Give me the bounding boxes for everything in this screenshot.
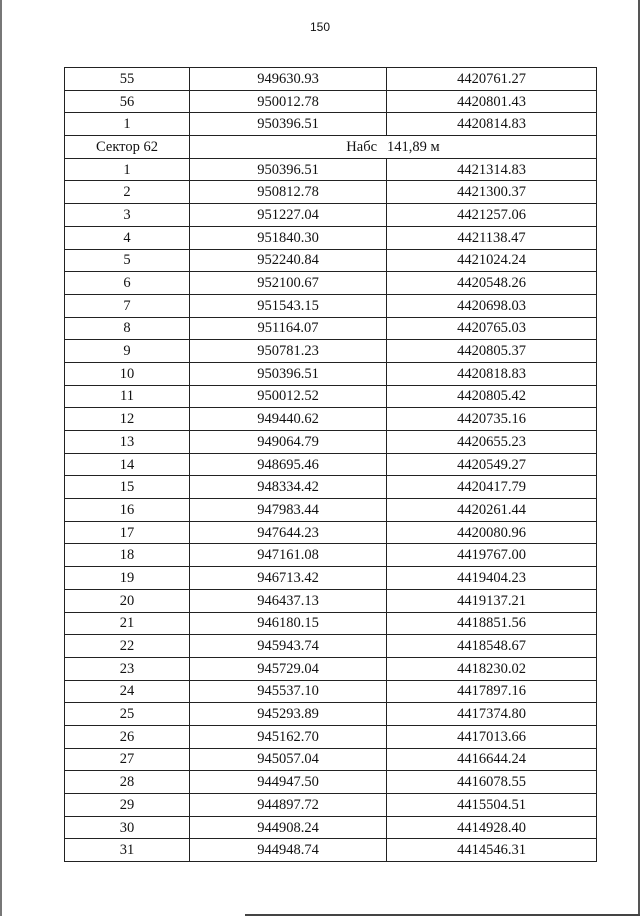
sector-title: Сектор 62	[65, 136, 190, 159]
coord-x: 950012.78	[190, 90, 387, 113]
table-row	[65, 816, 597, 839]
coord-x: 944948.74	[190, 839, 387, 862]
coord-y: 4419404.23	[387, 567, 597, 590]
coord-x: 945943.74	[190, 635, 387, 658]
table-row	[65, 703, 597, 726]
table-row	[65, 476, 597, 499]
point-number: 31	[65, 839, 190, 862]
table-row	[65, 294, 597, 317]
coord-x: 952100.67	[190, 272, 387, 295]
table-row	[65, 362, 597, 385]
point-number: 10	[65, 362, 190, 385]
table-row	[65, 431, 597, 454]
table-row	[65, 589, 597, 612]
coord-y: 4421024.24	[387, 249, 597, 272]
point-number: 2	[65, 181, 190, 204]
coord-x: 949064.79	[190, 431, 387, 454]
point-number: 5	[65, 249, 190, 272]
coord-y: 4420818.83	[387, 362, 597, 385]
point-number: 21	[65, 612, 190, 635]
point-number: 14	[65, 453, 190, 476]
coord-y: 4419137.21	[387, 589, 597, 612]
point-number: 1	[65, 158, 190, 181]
point-number: 9	[65, 340, 190, 363]
coord-y: 4421257.06	[387, 204, 597, 227]
coord-x: 945537.10	[190, 680, 387, 703]
table-row	[65, 725, 597, 748]
coord-x: 945162.70	[190, 725, 387, 748]
table-row	[65, 635, 597, 658]
point-number: 16	[65, 499, 190, 522]
table-row	[65, 839, 597, 862]
table-row	[65, 181, 597, 204]
coord-x: 947644.23	[190, 521, 387, 544]
coord-x: 948334.42	[190, 476, 387, 499]
table-row	[65, 226, 597, 249]
point-number: 28	[65, 771, 190, 794]
table-row	[65, 340, 597, 363]
table-row	[65, 521, 597, 544]
coord-x: 944908.24	[190, 816, 387, 839]
coord-y: 4414928.40	[387, 816, 597, 839]
table-row	[65, 499, 597, 522]
point-number: 29	[65, 794, 190, 817]
coord-y: 4418851.56	[387, 612, 597, 635]
coord-y: 4420698.03	[387, 294, 597, 317]
point-number: 55	[65, 68, 190, 91]
coord-y: 4420805.42	[387, 385, 597, 408]
coord-y: 4420548.26	[387, 272, 597, 295]
coord-y: 4420655.23	[387, 431, 597, 454]
coord-x: 949440.62	[190, 408, 387, 431]
scan-edge-left	[0, 0, 2, 916]
table-row	[65, 544, 597, 567]
table-row	[65, 90, 597, 113]
point-number: 4	[65, 226, 190, 249]
page-number: 150	[309, 20, 331, 34]
coord-x: 950812.78	[190, 181, 387, 204]
point-number: 7	[65, 294, 190, 317]
coord-x: 946713.42	[190, 567, 387, 590]
coord-y: 4417897.16	[387, 680, 597, 703]
coord-y: 4421138.47	[387, 226, 597, 249]
coord-y: 4420761.27	[387, 68, 597, 91]
point-number: 27	[65, 748, 190, 771]
coord-x: 947161.08	[190, 544, 387, 567]
point-number: 12	[65, 408, 190, 431]
coord-x: 950396.51	[190, 158, 387, 181]
coord-x: 951840.30	[190, 226, 387, 249]
coord-y: 4420765.03	[387, 317, 597, 340]
coord-y: 4420735.16	[387, 408, 597, 431]
table-row	[65, 317, 597, 340]
coord-y: 4421314.83	[387, 158, 597, 181]
sector-altitude	[190, 136, 597, 159]
coord-x: 950396.51	[190, 362, 387, 385]
table-row	[65, 408, 597, 431]
coord-x: 947983.44	[190, 499, 387, 522]
coord-x: 949630.93	[190, 68, 387, 91]
point-number: 18	[65, 544, 190, 567]
coord-x: 946437.13	[190, 589, 387, 612]
table-row	[65, 204, 597, 227]
coord-y: 4420080.96	[387, 521, 597, 544]
point-number: 1	[65, 113, 190, 136]
coord-y: 4416078.55	[387, 771, 597, 794]
table-row	[65, 680, 597, 703]
coord-y: 4417013.66	[387, 725, 597, 748]
coordinates-table	[64, 67, 597, 862]
table-row	[65, 385, 597, 408]
sector-header-row	[65, 136, 597, 159]
coord-x: 944947.50	[190, 771, 387, 794]
point-number: 22	[65, 635, 190, 658]
coord-y: 4421300.37	[387, 181, 597, 204]
table-row	[65, 158, 597, 181]
table-row	[65, 272, 597, 295]
coord-x: 945729.04	[190, 657, 387, 680]
coord-y: 4416644.24	[387, 748, 597, 771]
point-number: 3	[65, 204, 190, 227]
coord-y: 4420805.37	[387, 340, 597, 363]
table-row	[65, 453, 597, 476]
point-number: 11	[65, 385, 190, 408]
table-row	[65, 249, 597, 272]
coord-x: 951164.07	[190, 317, 387, 340]
coord-y: 4419767.00	[387, 544, 597, 567]
point-number: 17	[65, 521, 190, 544]
coord-x: 944897.72	[190, 794, 387, 817]
sector-altitude-label: Набс	[346, 138, 378, 155]
coord-y: 4420801.43	[387, 90, 597, 113]
coord-x: 950781.23	[190, 340, 387, 363]
table-row	[65, 567, 597, 590]
table-row	[65, 794, 597, 817]
coord-y: 4414546.31	[387, 839, 597, 862]
point-number: 26	[65, 725, 190, 748]
coord-x: 950396.51	[190, 113, 387, 136]
table-row	[65, 657, 597, 680]
point-number: 23	[65, 657, 190, 680]
coord-y: 4415504.51	[387, 794, 597, 817]
sector-altitude-value: 141,89 м	[387, 138, 440, 155]
coord-x: 945057.04	[190, 748, 387, 771]
coord-x: 945293.89	[190, 703, 387, 726]
coordinates-table-body	[65, 68, 597, 862]
coord-y: 4418548.67	[387, 635, 597, 658]
coord-y: 4420549.27	[387, 453, 597, 476]
table-row	[65, 612, 597, 635]
table-row	[65, 68, 597, 91]
coord-y: 4418230.02	[387, 657, 597, 680]
table-row	[65, 748, 597, 771]
coord-x: 951227.04	[190, 204, 387, 227]
coord-y: 4420417.79	[387, 476, 597, 499]
coord-x: 948695.46	[190, 453, 387, 476]
point-number: 15	[65, 476, 190, 499]
point-number: 25	[65, 703, 190, 726]
table-row	[65, 113, 597, 136]
point-number: 56	[65, 90, 190, 113]
point-number: 13	[65, 431, 190, 454]
coord-x: 946180.15	[190, 612, 387, 635]
point-number: 6	[65, 272, 190, 295]
coord-y: 4417374.80	[387, 703, 597, 726]
coord-y: 4420261.44	[387, 499, 597, 522]
point-number: 20	[65, 589, 190, 612]
coord-x: 951543.15	[190, 294, 387, 317]
coord-x: 952240.84	[190, 249, 387, 272]
point-number: 19	[65, 567, 190, 590]
coord-x: 950012.52	[190, 385, 387, 408]
coord-y: 4420814.83	[387, 113, 597, 136]
table-row	[65, 771, 597, 794]
point-number: 8	[65, 317, 190, 340]
point-number: 30	[65, 816, 190, 839]
point-number: 24	[65, 680, 190, 703]
